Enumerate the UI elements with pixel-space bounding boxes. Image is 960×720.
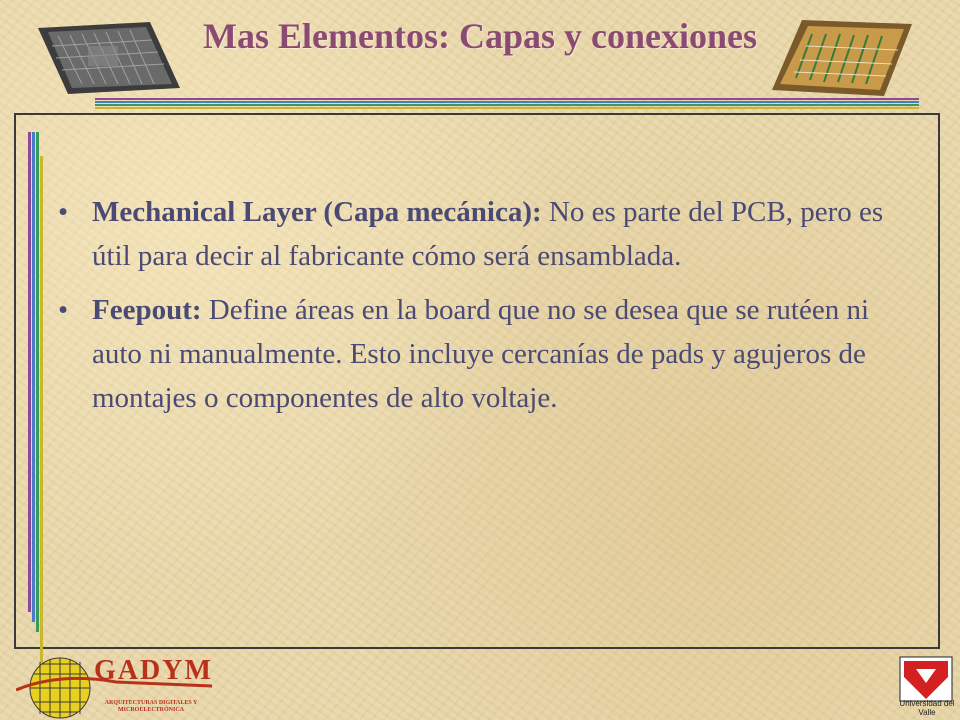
bullet-item [58,288,918,420]
bullet-text: No es parte del PCB, pero es útil para decir al fabricante cómo será ensamblada. [92,196,884,272]
bullet-list [58,190,918,430]
bullet-dot-icon: • [58,196,69,228]
bullet-item [58,190,918,278]
chip-image-right [772,20,912,96]
bullet-text: Define áreas en la board que no se desea que se rutéen ni auto ni manualmente. Esto incluye cercanías de pads y agujeros de montajes o componentes de alto voltaje. [92,294,870,414]
bullet-term: Mechanical Layer (Capa mecánica): [92,196,542,228]
chip-image-left [38,22,180,94]
bullet-term: Feepout: [92,294,202,326]
slide-title: Mas Elementos: Capas y conexiones [203,16,757,56]
univalle-logo [898,655,954,705]
bullet-dot-icon: • [58,294,69,326]
gadym-logo-subtitle: ARQUITECTURAS DIGITALES Y MICROELECTRÓNICA [104,700,198,713]
side-rule-lines [28,132,44,642]
univalle-logo-text: Universidad del Valle [899,699,955,717]
gadym-logo-text: GADYM [94,655,213,686]
title-rule-lines [95,98,919,110]
